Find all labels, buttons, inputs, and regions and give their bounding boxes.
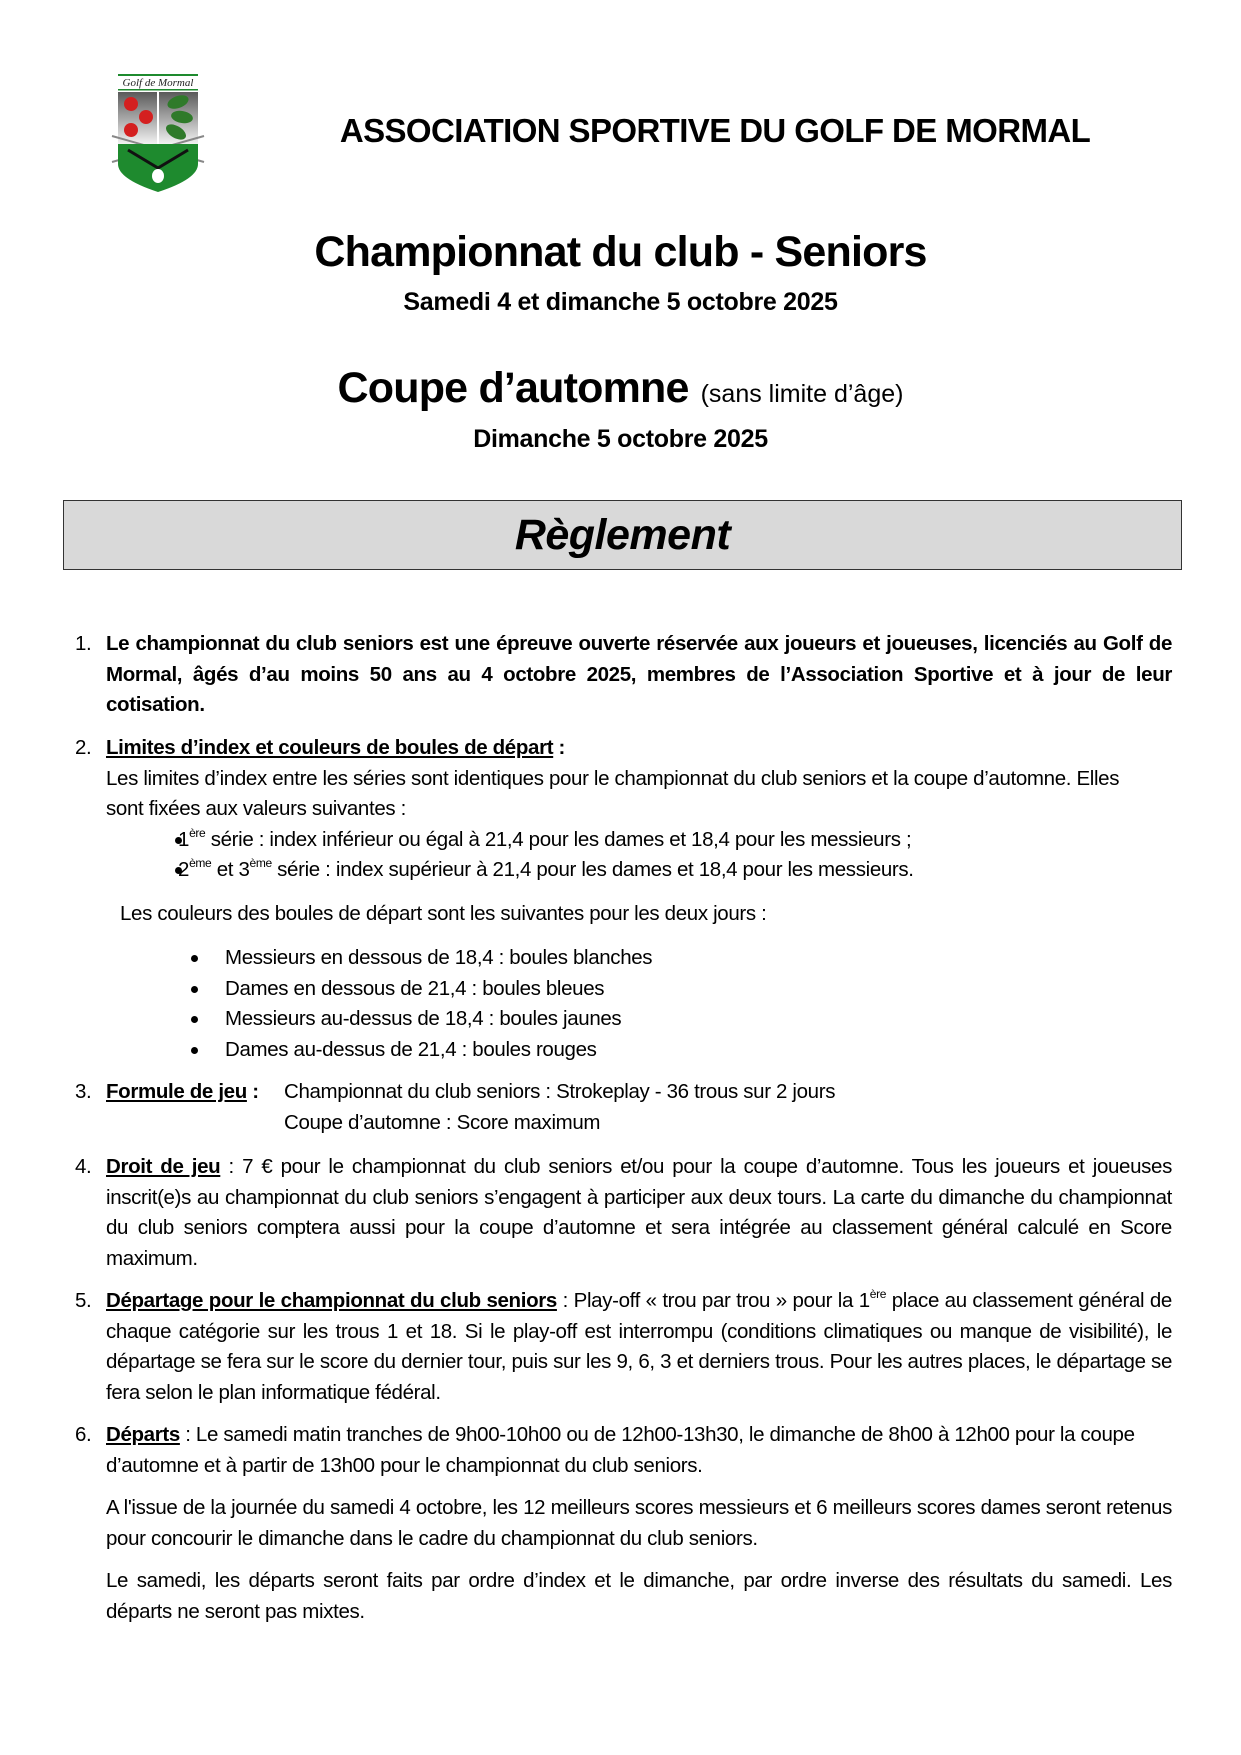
cup-title: [0, 364, 1241, 413]
colors-item: [75, 943, 1172, 974]
item-text: : Play-off « trou par trou » pour la 1: [556, 1289, 870, 1312]
series-ord: 1: [178, 827, 190, 851]
colors-list: [75, 943, 1172, 1065]
logo-text: Golf de Mormal: [122, 77, 194, 89]
colors-item: [75, 1035, 1172, 1066]
colors-intro: Les couleurs des boules de départ sont les suivantes pour les deux jours :: [120, 902, 767, 925]
colors-text: Dames en dessous de 21,4 : boules bleues: [225, 976, 605, 1000]
format-line: Coupe d’automne : Score maximum: [284, 1110, 601, 1134]
golf-de-mormal-crest-icon: [104, 74, 212, 192]
series-text: série : index inférieur ou égal à 21,4 pour les dames et 18,4 pour les messieurs ;: [205, 827, 912, 851]
organization-title: ASSOCIATION SPORTIVE DU GOLF DE MORMAL: [339, 112, 1091, 149]
item-text: : 7 € pour le championnat du club seniors et/ou pour la coupe d’automne. Tous les joueurs et joueuses inscrit(e)s au championnat du club seniors s’engagent à participer aux deux tours. La carte du dimanche du championnat du club seniors comptera aussi pour la coupe d’automne et sera intégrée au classement général calculé en Score maximum.: [106, 1155, 1172, 1270]
item-heading: Départage pour le championnat du club seniors: [106, 1289, 557, 1312]
colors-item: [75, 1004, 1172, 1035]
colors-text: Messieurs au-dessus de 18,4 : boules jaunes: [225, 1007, 622, 1030]
item-number: 5.: [75, 1289, 92, 1312]
item-number: 3.: [75, 1080, 92, 1103]
item-number: 6.: [75, 1423, 92, 1446]
series-text: série : index supérieur à 21,4 pour les dames et 18,4 pour les messieurs.: [271, 858, 914, 881]
item-number: 2.: [75, 736, 92, 759]
series-sup: ème: [249, 856, 272, 870]
item-text: : Le samedi matin tranches de 9h00-10h00 ou de 12h00-13h30, le dimanche de 8h00 à 12h00 pour la coupe d’automne et à partir de 13h00 pour le championnat du club seniors.: [106, 1423, 1135, 1477]
rule-item-1: [75, 629, 1172, 721]
bullet-icon: [191, 955, 198, 962]
item-heading: Formule de jeu: [106, 1080, 247, 1103]
rule-item-4: [75, 1152, 1172, 1274]
section-title-box: [63, 500, 1182, 570]
ordinal-sup: ère: [869, 1287, 887, 1301]
item-text: Le championnat du club seniors est une épreuve ouverte réservée aux joueurs et joueuses, licenciés au Golf de Mormal, âgés d’au moins 50 ans au 4 octobre 2025, membres de l’Association Sportive et à jour de leur cotisation.: [106, 632, 1172, 716]
championship-date: Samedi 4 et dimanche 5 octobre 2025: [403, 288, 838, 316]
heading-suffix: :: [553, 736, 566, 759]
item-intro: Les limites d’index entre les séries sont identiques pour le championnat du club seniors et la coupe d’automne. Elles sont fixées aux valeurs suivantes :: [106, 766, 1120, 820]
section-title: Règlement: [514, 510, 731, 559]
item-heading: Droit de jeu: [106, 1155, 221, 1178]
item-number: 4.: [75, 1155, 92, 1178]
item-text: place au classement général de chaque catégorie sur les trous 1 et 18. Si le play-off est interrompu (conditions climatiques ou manque de visibilité), le départage se fera sur le score du dernier tour, puis sur les 9, 6, 3 et derniers trous. Pour les autres places, le départage se fera selon le plan informatique fédéral.: [106, 1289, 1172, 1404]
item-heading: Limites d’index et couleurs de boules de départ: [106, 736, 554, 759]
series-sup: ème: [189, 856, 212, 870]
colors-text: Dames au-dessus de 21,4 : boules rouges: [225, 1037, 597, 1061]
heading-suffix: :: [246, 1080, 259, 1103]
item-paragraph: Le samedi, les départs seront faits par ordre d’index et le dimanche, par ordre inverse des résultats du samedi. Les départs ne seront pas mixtes.: [106, 1569, 1172, 1623]
colors-text: Messieurs en dessous de 18,4 : boules blanches: [225, 946, 653, 969]
rule-item-5: [75, 1286, 1172, 1408]
series-mid: et 3: [211, 858, 250, 881]
bullet-icon: [191, 986, 198, 993]
series-item: [106, 855, 1172, 886]
cup-date: Dimanche 5 octobre 2025: [473, 425, 768, 453]
item-paragraph: A l'issue de la journée du samedi 4 octobre, les 12 meilleurs scores messieurs et 6 meilleurs scores dames seront retenus pour concourir le dimanche dans le cadre du championnat du club seniors.: [106, 1496, 1172, 1550]
colors-item: [75, 974, 1172, 1005]
series-ord: 2: [178, 858, 190, 881]
item-number: 1.: [75, 632, 92, 655]
series-list: [106, 825, 1172, 886]
item-heading: Départs: [106, 1423, 180, 1446]
cup-title-text: Coupe d’automne: [337, 364, 689, 412]
series-item: [106, 825, 1172, 856]
rule-item-6: [75, 1420, 1172, 1627]
bullet-icon: [191, 1016, 198, 1023]
championship-title: Championnat du club - Seniors: [314, 228, 927, 276]
series-sup: ère: [189, 825, 206, 840]
cup-note: (sans limite d’âge): [700, 380, 904, 408]
bullet-icon: [191, 1047, 198, 1054]
rule-item-2: [75, 733, 1172, 886]
rule-item-3: [75, 1077, 1172, 1138]
format-line: Championnat du club seniors : Strokeplay - 36 trous sur 2 jours: [284, 1080, 836, 1103]
